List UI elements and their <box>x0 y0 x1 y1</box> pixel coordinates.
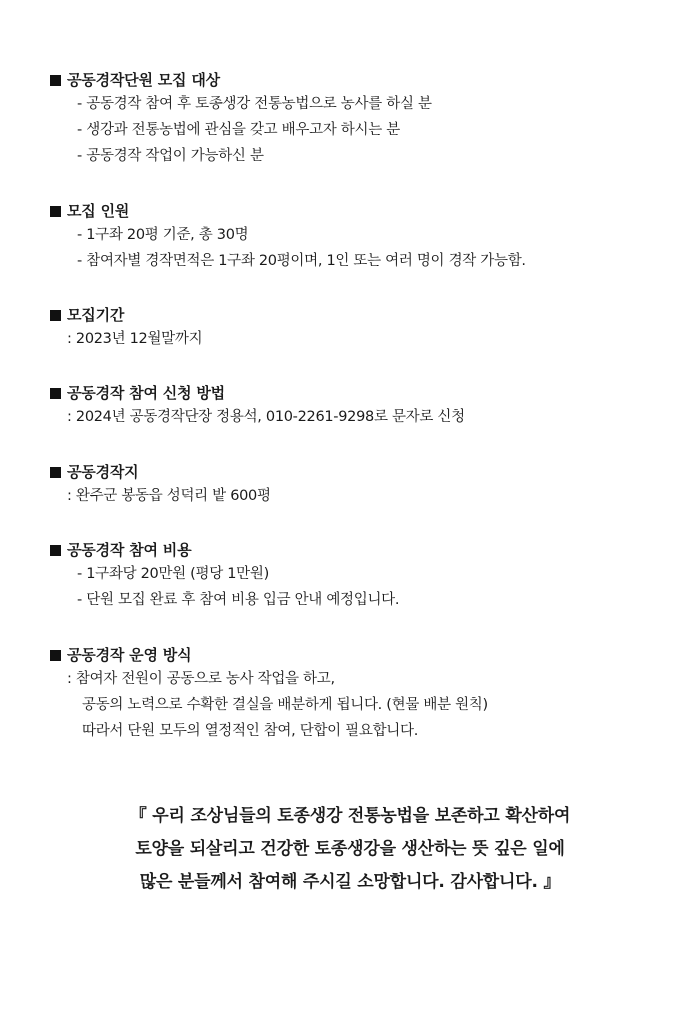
square-bullet-icon <box>50 545 61 556</box>
section-farm-site <box>50 461 670 509</box>
list-item: - 1구좌당 20만원 (평당 1만원) <box>77 566 269 582</box>
section-recruit-period <box>50 304 670 352</box>
section-heading <box>50 69 670 91</box>
list-item: 따라서 단원 모두의 열정적인 참여, 단합이 필요합니다. <box>82 723 419 739</box>
section-apply-method <box>50 382 670 430</box>
list-item: : 완주군 봉동읍 성덕리 밭 600평 <box>67 488 271 504</box>
list-item: - 참여자별 경작면적은 1구좌 20평이며, 1인 또는 여러 명이 경작 가능함. <box>77 253 526 269</box>
section-heading <box>50 382 670 404</box>
list-item: - 공동경작 참여 후 토종생강 전통농법으로 농사를 하실 분 <box>77 96 432 112</box>
section-recruit-count <box>50 200 670 274</box>
section-heading <box>50 304 670 326</box>
list-item: : 참여자 전원이 공동으로 농사 작업을 하고, <box>67 671 335 687</box>
list-item: 공동의 노력으로 수확한 결실을 배분하게 됩니다. (현물 배분 원칙) <box>82 697 488 713</box>
section-operation <box>50 644 670 744</box>
closing-line: 『 우리 조상님들의 토종생강 전통농법을 보존하고 확산하여 <box>129 806 571 826</box>
section-heading <box>50 644 670 666</box>
closing-line: 토양을 되살리고 건강한 토종생강을 생산하는 뜻 깊은 일에 <box>135 839 565 859</box>
list-item: : 2024년 공동경작단장 정용석, 010-2261-9298로 문자로 신청 <box>67 409 465 425</box>
square-bullet-icon <box>50 650 61 661</box>
section-cost <box>50 539 670 613</box>
heading-text: 모집기간 <box>67 306 125 324</box>
square-bullet-icon <box>50 388 61 399</box>
heading-text: 공동경작단원 모집 대상 <box>67 71 220 89</box>
list-item: - 1구좌 20평 기준, 총 30명 <box>77 227 249 243</box>
list-item: - 단원 모집 완료 후 참여 비용 입금 안내 예정입니다. <box>77 592 400 608</box>
square-bullet-icon <box>50 75 61 86</box>
heading-text: 모집 인원 <box>67 202 130 220</box>
section-heading <box>50 461 670 483</box>
section-recruit-target <box>50 69 670 169</box>
square-bullet-icon <box>50 310 61 321</box>
list-item: - 생강과 전통농법에 관심을 갖고 배우고자 하시는 분 <box>77 122 400 138</box>
heading-text: 공동경작 참여 비용 <box>67 541 192 559</box>
square-bullet-icon <box>50 467 61 478</box>
list-item: : 2023년 12월말까지 <box>67 331 203 347</box>
square-bullet-icon <box>50 206 61 217</box>
heading-text: 공동경작 운영 방식 <box>67 646 192 664</box>
closing-message <box>30 800 670 899</box>
heading-text: 공동경작지 <box>67 463 139 481</box>
section-heading <box>50 539 670 561</box>
section-heading <box>50 200 670 222</box>
list-item: - 공동경작 작업이 가능하신 분 <box>77 148 264 164</box>
closing-line: 많은 분들께서 참여해 주시길 소망합니다. 감사합니다. 』 <box>139 872 561 892</box>
heading-text: 공동경작 참여 신청 방법 <box>67 384 225 402</box>
